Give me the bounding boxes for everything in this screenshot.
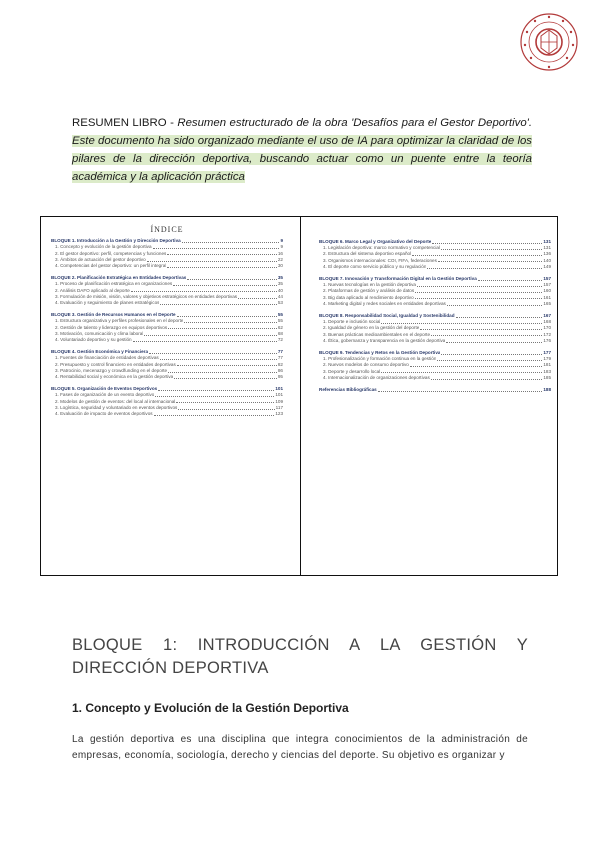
- index-leader-dots: [446, 338, 542, 343]
- index-page-number: 22: [277, 256, 283, 262]
- index-entry-label: 1. Concepto y evolución de la gestión deportiva: [55, 244, 152, 250]
- index-table-of-contents: [40, 216, 558, 576]
- index-page-number: 136: [543, 251, 551, 257]
- index-page-number: 82: [277, 361, 283, 367]
- index-page-number: 16: [277, 250, 283, 256]
- index-page-number: 9: [280, 244, 283, 250]
- index-page-number: 181: [543, 362, 551, 368]
- index-leader-dots: [381, 369, 542, 374]
- index-column-divider: [300, 217, 301, 575]
- index-block-title: BLOQUE 8. Responsabilidad Social, Igualdad y Sostenibilidad: [319, 313, 455, 319]
- index-leader-dots: [415, 288, 542, 293]
- index-leader-dots: [431, 332, 542, 337]
- index-entry-label: 4. Voluntariado deportivo y su gestión: [55, 337, 132, 343]
- index-entry-label: 2. Modelos de gestión de eventos: del local al internacional: [55, 398, 176, 404]
- index-page-number: 161: [543, 294, 551, 300]
- index-page-number: 72: [277, 337, 283, 343]
- index-leader-dots: [167, 251, 277, 256]
- index-block-title: BLOQUE 7. Innovación y Transformación Digital en la Gestión Deportiva: [319, 276, 477, 282]
- index-leader-dots: [177, 362, 277, 367]
- index-page-number: 160: [543, 288, 551, 294]
- index-entry-label: 2. Plataformas de gestión y análisis de datos: [323, 288, 415, 294]
- index-block-title: BLOQUE 6. Marco Legal y Organizativo del Deporte: [319, 239, 432, 244]
- index-leader-dots: [238, 294, 277, 299]
- index-leader-dots: [184, 318, 276, 323]
- index-entry-label: 4. Ética, gobernanza y transparencia en la gestión deportiva: [323, 337, 446, 343]
- index-page-number: 68: [277, 330, 283, 336]
- index-leader-dots: [174, 374, 277, 379]
- index-leader-dots: [447, 301, 543, 306]
- index-leader-dots: [176, 399, 274, 404]
- index-leader-dots: [168, 325, 277, 330]
- index-leader-dots: [415, 295, 543, 300]
- index-block-title: BLOQUE 9. Tendencias y Retos en la Gestión Deportiva: [319, 350, 441, 356]
- index-page-number: 149: [543, 263, 551, 269]
- index-entry[interactable]: [319, 301, 551, 307]
- index-page-number: 62: [277, 324, 283, 330]
- index-page-number: 179: [543, 356, 551, 362]
- index-entry-label: 2. Presupuesto y control financiero en entidades deportivas: [55, 361, 176, 367]
- index-entry-label: 3. Patrocinio, mecenazgo y crowdfunding en el deporte: [55, 367, 168, 373]
- index-leader-dots: [160, 355, 277, 360]
- section-heading: 1. Concepto y Evolución de la Gestión Deportiva: [72, 701, 349, 715]
- index-page-number: 131: [543, 245, 551, 251]
- index-page-number: 101: [275, 386, 283, 392]
- index-entry-label: 3. Motivación, comunicación y clima laboral: [55, 330, 144, 336]
- index-block-title: BLOQUE 2. Planificación Estratégica en Entidades Deportivas: [51, 275, 187, 281]
- index-page-number: 44: [277, 293, 283, 299]
- index-entry-label: 4. El deporte como servicio público y su regulación: [323, 263, 427, 269]
- index-page-number: 123: [275, 411, 283, 417]
- index-entry-label: 4. Marketing digital y redes sociales en entidades deportivas: [323, 300, 446, 306]
- index-leader-dots: [187, 275, 277, 280]
- index-leader-dots: [144, 331, 277, 336]
- index-page-number: 185: [543, 374, 551, 380]
- index-page-number: 101: [275, 392, 283, 398]
- index-entry-label: 4. Rentabilidad social y económica en la gestión deportiva: [55, 374, 174, 380]
- index-page-number: 9: [280, 238, 283, 244]
- index-leader-dots: [131, 288, 277, 293]
- index-entry-label: 4. Evaluación de impacto de eventos deportivos: [55, 411, 153, 417]
- index-left-column: [51, 223, 283, 417]
- university-seal-logo: [519, 12, 579, 72]
- index-page-number: 172: [543, 331, 551, 337]
- index-entry-label: 1. Nuevas tecnologías en la gestión deportiva: [323, 282, 416, 288]
- index-entry-label: 2. Estructura del sistema deportivo español: [323, 251, 412, 257]
- index-page-number: 140: [543, 257, 551, 263]
- index-leader-dots: [437, 356, 542, 361]
- index-page-number: 77: [277, 355, 283, 361]
- index-leader-dots: [427, 264, 542, 269]
- index-right-column: [319, 239, 551, 393]
- index-leader-dots: [478, 276, 543, 281]
- index-leader-dots: [168, 368, 277, 373]
- index-entry-label: 3. Formulación de misión, visión, valores y objetivos estratégicos en entidades deportivas: [55, 293, 238, 299]
- index-page-number: 131: [543, 239, 551, 244]
- index-leader-dots: [438, 258, 542, 263]
- index-entry-label: 4. Internacionalización de organizaciones deportivas: [323, 374, 430, 380]
- index-leader-dots: [182, 238, 280, 243]
- index-leader-dots: [155, 392, 274, 397]
- index-page-number: 35: [277, 275, 283, 281]
- index-page-number: 77: [277, 349, 283, 355]
- index-entry-label: 1. Deporte e inclusión social: [323, 319, 381, 325]
- index-entry-label: 3. Logística, seguridad y voluntariado en eventos deportivos: [55, 404, 178, 410]
- index-leader-dots: [431, 375, 543, 380]
- index-entry-label: 1. Proceso de planificación estratégica en organizaciones: [55, 281, 173, 287]
- index-leader-dots: [147, 257, 277, 262]
- index-leader-dots: [153, 244, 280, 249]
- index-entry-label: 3. Ámbitos de actuación del gestor deportivo: [55, 256, 146, 262]
- index-page-number: 30: [277, 263, 283, 269]
- index-entry-label: 1. Fuentes de financiación de entidades deportivas: [55, 355, 159, 361]
- index-leader-dots: [167, 263, 277, 268]
- index-page-number: 167: [543, 313, 551, 319]
- index-entry-label: 3. Big data aplicado al rendimiento deportivo: [323, 294, 414, 300]
- index-block-title: BLOQUE 3. Gestión de Recursos Humanos en el Deporte: [51, 312, 176, 318]
- index-entry-label: 3. Organismos internacionales: COI, FIFA, federaciones: [323, 257, 437, 263]
- index-page-number: 95: [277, 374, 283, 380]
- index-page-number: 40: [277, 287, 283, 293]
- index-leader-dots: [410, 362, 543, 367]
- index-entry-label: 1. Estructura organizativa y perfiles profesionales en el deporte: [55, 318, 184, 324]
- index-entry[interactable]: [51, 300, 283, 306]
- index-leader-dots: [133, 337, 277, 342]
- index-page-number: 157: [543, 282, 551, 288]
- index-entry-label: 4. Evaluación y seguimiento de planes estratégicos: [55, 300, 160, 306]
- index-title: ÍNDICE: [150, 225, 184, 234]
- index-entry[interactable]: [51, 411, 283, 417]
- index-leader-dots: [378, 387, 543, 392]
- index-leader-dots: [432, 239, 542, 244]
- index-leader-dots: [158, 386, 274, 391]
- index-leader-dots: [441, 245, 542, 250]
- index-page-number: 188: [543, 387, 551, 393]
- summary-lead: RESUMEN LIBRO -: [72, 117, 178, 129]
- index-entry-label: 1. Legislación deportiva: marco normativo y competencial: [323, 245, 440, 251]
- index-page-number: 176: [543, 337, 551, 343]
- index-entry[interactable]: [319, 338, 551, 344]
- index-page-number: 170: [543, 325, 551, 331]
- index-block-title: BLOQUE 1. Introducción a la Gestión y Dirección Deportiva: [51, 238, 181, 244]
- index-entry-label: 2. El gestor deportivo: perfil, competencias y funciones: [55, 250, 167, 256]
- index-page-number: 157: [543, 276, 551, 282]
- index-entry[interactable]: [51, 337, 283, 343]
- index-leader-dots: [160, 300, 276, 305]
- index-entry[interactable]: [319, 375, 551, 381]
- index-entry-label: 3. Buenas prácticas medioambientales en el deporte: [323, 331, 430, 337]
- index-page-number: 35: [277, 281, 283, 287]
- index-page-number: 55: [277, 318, 283, 324]
- index-page-number: 117: [275, 404, 283, 410]
- index-page-number: 183: [543, 368, 551, 374]
- index-block-title: BLOQUE 4. Gestión Económica y Financiera: [51, 349, 149, 355]
- index-page-number: 53: [277, 300, 283, 306]
- index-entry-label: 1. Fases de organización de un evento deportivo: [55, 392, 155, 398]
- index-page-number: 168: [543, 319, 551, 325]
- index-leader-dots: [177, 312, 277, 317]
- index-page-number: 109: [275, 398, 283, 404]
- index-leader-dots: [417, 282, 542, 287]
- index-leader-dots: [441, 350, 542, 355]
- index-leader-dots: [420, 325, 542, 330]
- index-leader-dots: [412, 251, 542, 256]
- index-entry-label: 4. Competencias del gestor deportivo: un perfil integral: [55, 263, 167, 269]
- index-page-number: 165: [543, 300, 551, 306]
- index-page-number: 55: [277, 312, 283, 318]
- index-entry-label: 3. Deporte y desarrollo local: [323, 368, 381, 374]
- index-leader-dots: [456, 313, 543, 318]
- index-leader-dots: [173, 281, 277, 286]
- summary-highlight: Este documento ha sido organizado mediante el uso de IA para optimizar la claridad de los pilares de la dirección deportiva, buscando actuar como un puente entre la teoría académica y la aplicación práctica: [72, 135, 532, 183]
- index-block-heading[interactable]: [319, 387, 551, 393]
- index-entry[interactable]: [51, 374, 283, 380]
- body-paragraph: La gestión deportiva es una disciplina que integra conocimientos de la administración de empresas, economía, sociología, derecho y ciencias del deporte. Su objetivo es organizar y: [72, 734, 528, 761]
- index-entry[interactable]: [51, 263, 283, 269]
- index-entry-label: 1. Profesionalización y formación continua en la gestión: [323, 356, 437, 362]
- summary-paragraph: [72, 114, 532, 186]
- index-leader-dots: [154, 411, 275, 416]
- index-entry-label: 2. Nuevos modelos de consumo deportivo: [323, 362, 409, 368]
- index-leader-dots: [178, 405, 274, 410]
- summary-italic: Resumen estructurado de la obra 'Desafíos para el Gestor Deportivo'.: [177, 117, 532, 129]
- index-leader-dots: [381, 319, 542, 324]
- index-entry-label: 2. Igualdad de género en la gestión del deporte: [323, 325, 420, 331]
- index-page-number: 177: [543, 350, 551, 356]
- index-page-number: 86: [277, 367, 283, 373]
- index-block-title: BLOQUE 5. Organización de Eventos Deportivos: [51, 386, 158, 392]
- index-entry-label: 2. Gestión de talento y liderazgo en equipos deportivos: [55, 324, 168, 330]
- index-entry[interactable]: [319, 264, 551, 270]
- index-entry-label: 2. Análisis DAFO aplicado al deporte: [55, 287, 130, 293]
- block-heading: BLOQUE 1: INTRODUCCIÓN A LA GESTIÓN Y DIRECCIÓN DEPORTIVA: [72, 636, 528, 677]
- index-block-title: Referencias Bibliográficas: [319, 387, 377, 393]
- index-leader-dots: [149, 349, 277, 354]
